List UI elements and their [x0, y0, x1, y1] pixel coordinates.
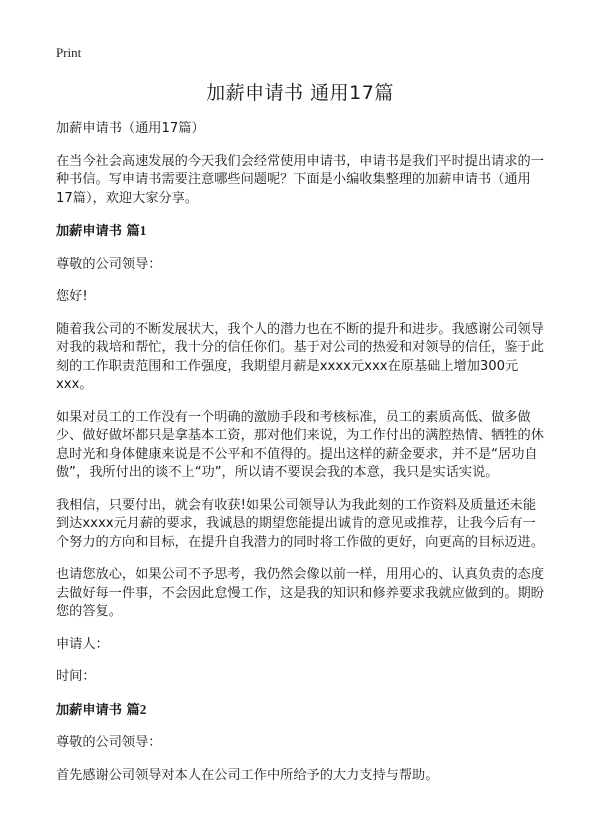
document-subtitle: 加薪申请书（通用17篇） — [56, 121, 205, 136]
time-label: 时间： — [56, 669, 96, 684]
intro-paragraph: 在当今社会高速发展的今天我们会经常使用申请书，申请书是我们平时提出请求的一种书信。写申请书需要注意哪些问题呢？下面是小编收集整理的加薪申请书（通用17篇），欢迎大家分享。 — [56, 153, 544, 206]
document-title: 加薪申请书 通用17篇 — [206, 82, 394, 104]
section-heading-text: 加薪申请书 篇 — [56, 702, 140, 718]
greeting: 您好! — [56, 289, 88, 304]
salutation: 尊敬的公司领导： — [56, 735, 162, 750]
section-heading-number: 2 — [139, 701, 147, 717]
body-paragraph: 首先感谢公司领导对本人在公司工作中所给予的大力支持与帮助。 — [56, 767, 439, 783]
section-heading-2 — [56, 701, 546, 721]
print-link[interactable]: Print — [56, 45, 82, 60]
body-paragraph: 我相信，只要付出，就会有收获!如果公司领导认为我此刻的工作资料及质量还未能到达xxxx元月薪的要求，我诚恳的期望您能提出诚肯的意见或推荐，让我今后有一个努力的方向和目标，在提升自我潜力的同时将工作做的更好，向更高的目标迈进。 — [56, 497, 544, 550]
section-heading-number: 1 — [139, 223, 147, 238]
document-body — [56, 120, 546, 799]
body-paragraph: 也请您放心，如果公司不予思考，我仍然会像以前一样，用用心的、认真负责的态度去做好每一件事，不会因此怠慢工作，这是我的知识和修养要求我就应做到的。期盼您的答复。 — [56, 567, 544, 619]
applicant-label: 申请人： — [56, 636, 109, 652]
section-heading-1 — [56, 222, 546, 242]
salutation: 尊敬的公司领导： — [56, 256, 162, 272]
section-heading-text: 加薪申请书 篇 — [56, 224, 140, 239]
body-paragraph: 随着我公司的不断发展状大，我个人的潜力也在不断的提升和进步。我感谢公司领导对我的栽培和帮忙，我十分的信任你们。基于对公司的热爱和对领导的信任，鉴于此刻的工作职责范围和工作强度，我期望月薪是xxxx元xxx在原基础上增加300元xxx。 — [56, 321, 544, 392]
body-paragraph: 如果对员工的工作没有一个明确的激励手段和考核标准，员工的素质高低、做多做少、做好做坏都只是拿基本工资，那对他们来说，为工作付出的满腔热情、牺牲的休息时光和身体健康来说是不公平和不值得的。提出这样的薪金要求，并不是“居功自傲”，我所付出的谈不上“功”，所以请不要误会我的本意，我只是实话实说。 — [56, 409, 544, 480]
